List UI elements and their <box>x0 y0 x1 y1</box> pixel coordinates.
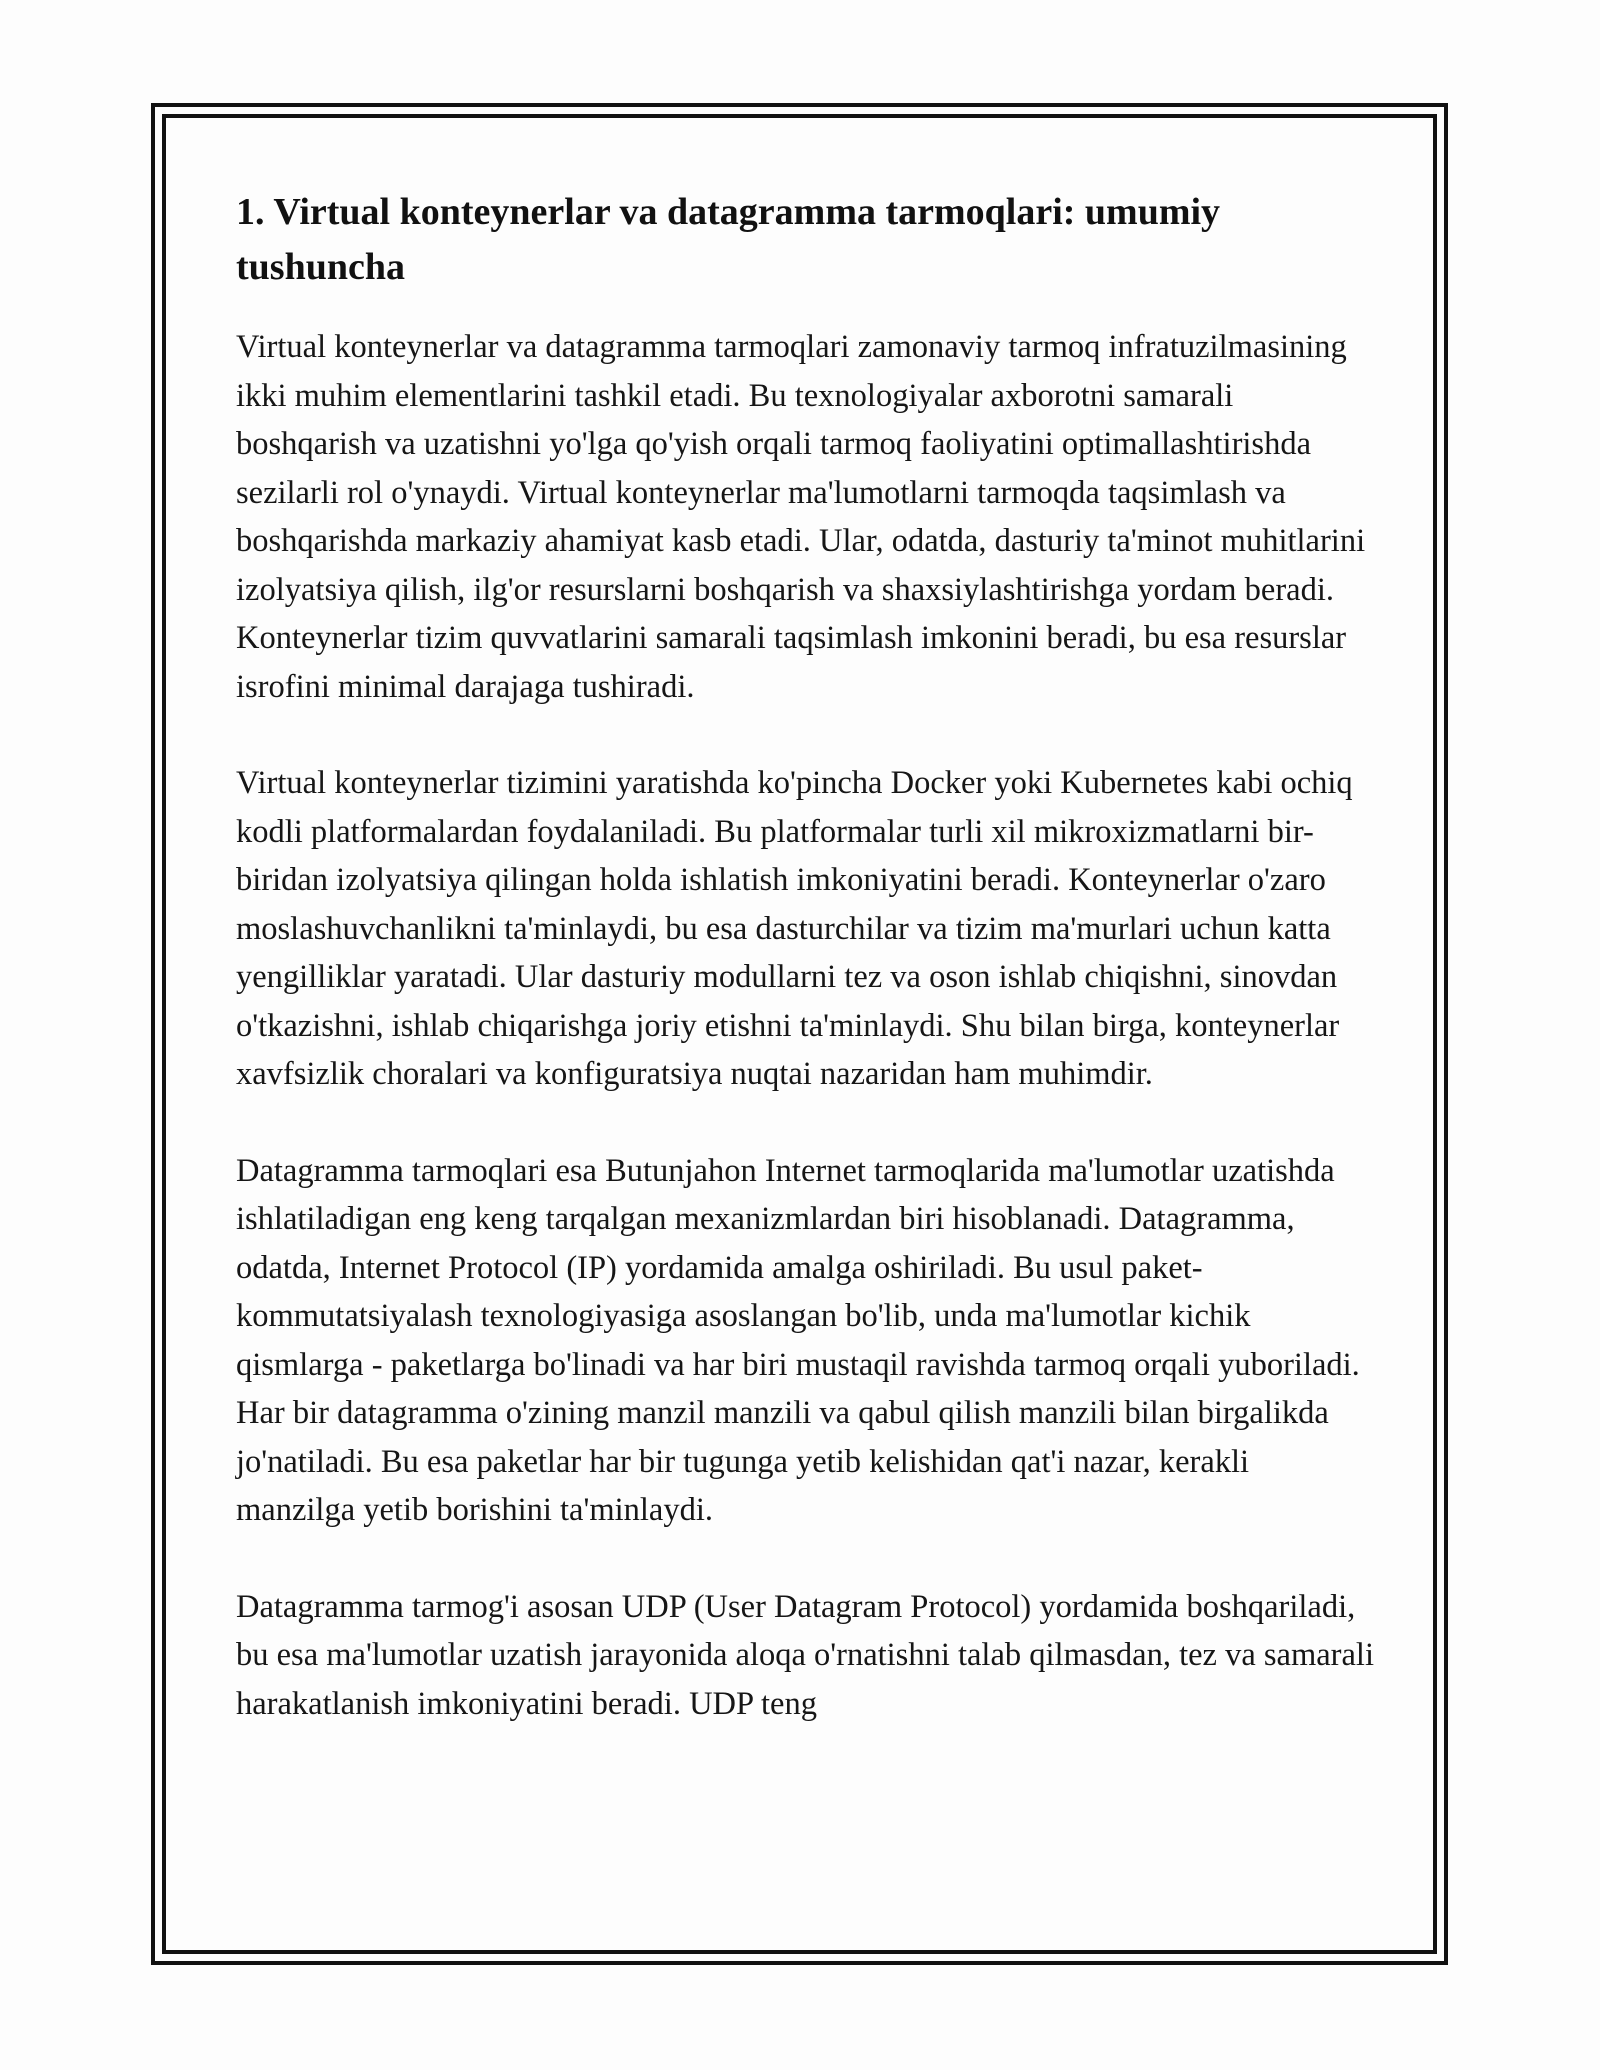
section-heading: 1. Virtual konteynerlar va datagramma tarmoqlari: umumiy tushuncha <box>236 191 1221 288</box>
paragraph-1: Virtual konteynerlar va datagramma tarmoqlari zamonaviy tarmoq infratuzilmasining ikki muhim elementlarini tashkil etadi. Bu texnologiyalar axborotni samarali boshqarish va uzatishni yo'lga qo'yish orqali tarmoq faoliyatini optimallashtirishda sezilarli rol o'ynaydi. Virtual konteynerlar ma'lumotlarni tarmoqda taqsimlash va boshqarishda markaziy ahamiyat kasb etadi. Ular, odatda, dasturiy ta'minot muhitlarini izolyatsiya qilish, ilg'or resurslarni boshqarish va shaxsiylashtirishga yordam beradi. Konteynerlar tizim quvvatlarini samarali taqsimlash imkonini beradi, bu esa resurslar isrofini minimal darajaga tushiradi. <box>236 329 1366 705</box>
document-body <box>236 185 1376 1776</box>
paragraph-3: Datagramma tarmoqlari esa Butunjahon Internet tarmoqlarida ma'lumotlar uzatishda ishlatiladigan eng keng tarqalgan mexanizmlardan biri hisoblanadi. Datagramma, odatda, Internet Protocol (IP) yordamida amalga oshiriladi. Bu usul paket-kommutatsiyalash texnologiyasiga asoslangan bo'lib, unda ma'lumotlar kichik qismlarga - paketlarga bo'linadi va har biri mustaqil ravishda tarmoq orqali yuboriladi. Har bir datagramma o'zining manzil manzili va qabul qilish manzili bilan birgalikda jo'natiladi. Bu esa paketlar har bir tugunga yetib kelishidan qat'i nazar, kerakli manzilga yetib borishini ta'minlaydi. <box>236 1152 1360 1528</box>
paragraph-2: Virtual konteynerlar tizimini yaratishda ko'pincha Docker yoki Kubernetes kabi ochiq kodli platformalardan foydalaniladi. Bu platformalar turli xil mikroxizmatlarni bir-biridan izolyatsiya qilingan holda ishlatish imkoniyatini beradi. Konteynerlar o'zaro moslashuvchanlikni ta'minlaydi, bu esa dasturchilar va tizim ma'murlari uchun katta yengilliklar yaratadi. Ular dasturiy modullarni tez va oson ishlab chiqishni, sinovdan o'tkazishni, ishlab chiqarishga joriy etishni ta'minlaydi. Shu bilan birga, konteynerlar xavfsizlik choralari va konfiguratsiya nuqtai nazaridan ham muhimdir. <box>236 765 1353 1092</box>
paragraph-4: Datagramma tarmog'i asosan UDP (User Datagram Protocol) yordamida boshqariladi, bu esa ma'lumotlar uzatish jarayonida aloqa o'rnatishni talab qilmasdan, tez va samarali harakatlanish imkoniyatini beradi. UDP teng <box>236 1588 1374 1722</box>
